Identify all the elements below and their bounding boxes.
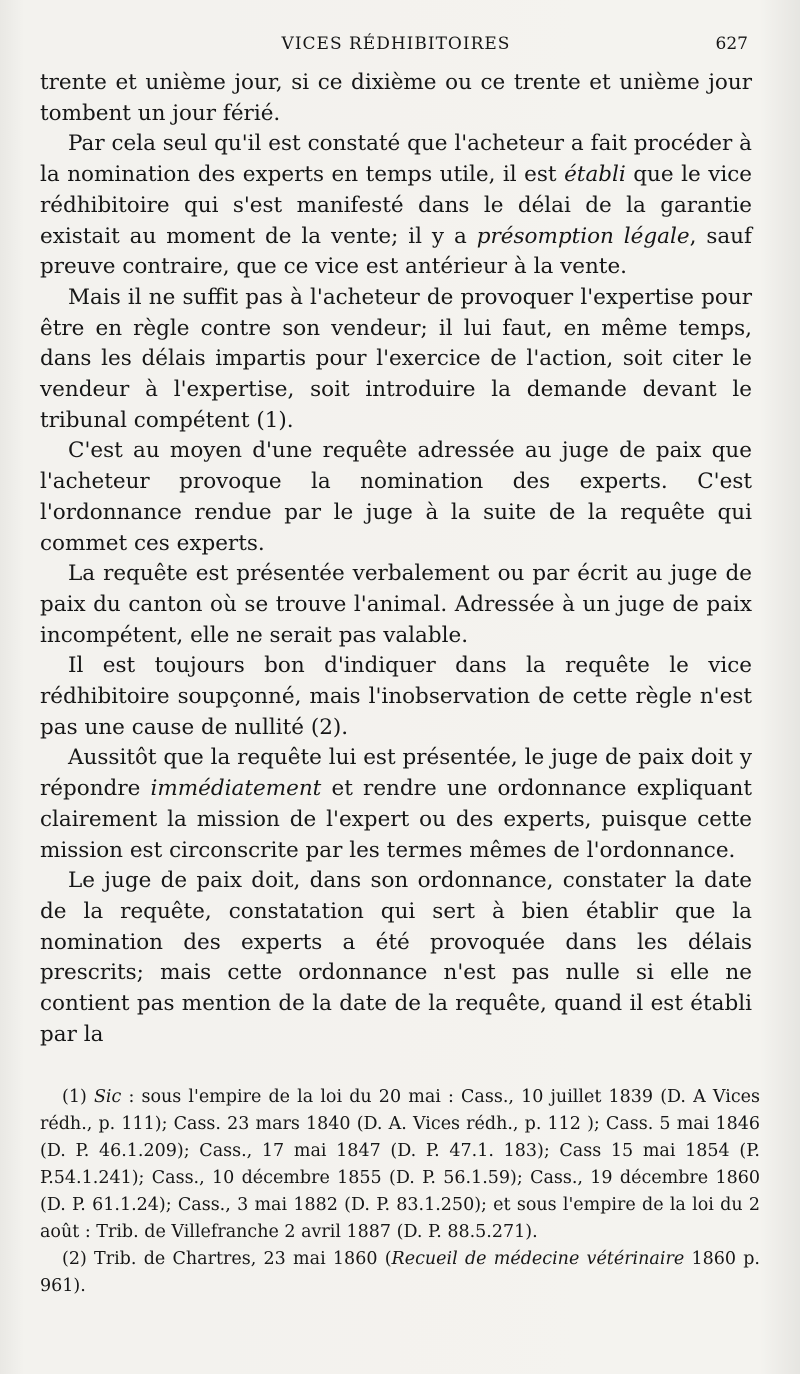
- paragraph: [40, 743, 752, 866]
- footnote-text: : sous l'empire de la loi du 20 mai : Cass., 10 juillet 1839 (D. A Vices rédh., p. 111); Cass. 23 mars 1840 (D. A. Vices rédh., p. 112 ); Cass. 5 mai 1846 (D. P. 46.1.209); Cass., 17 mai 1847 (D. P. 47.1. 183); Cass 15 mai 1854 (P. P.54.1.241); Cass., 10 décembre 1855 (D. P. 56.1.59); Cass., 19 décembre 1860 (D. P. 61.1.24); Cass., 3 mai 1882 (D. P. 83.1.250); et sous l'empire de la loi du 2 août : Trib. de Villefranche 2 avril 1887 (D. P. 88.5.271).: [40, 1087, 760, 1242]
- paragraph-text: trente et unième jour, si ce dixième ou ce trente et unième jour tombent un jour férié.: [40, 70, 752, 126]
- paragraph: [40, 651, 752, 743]
- paragraph: [40, 68, 752, 129]
- paragraph: [40, 129, 752, 283]
- footnote: [40, 1084, 760, 1246]
- paragraph-text: Il est toujours bon d'indiquer dans la requête le vice rédhibitoire soupçonné, mais l'inobservation de cette règle n'est pas une cause de nullité (2).: [40, 653, 752, 740]
- footnote: [40, 1246, 760, 1300]
- footnote-italic-text: Sic: [93, 1087, 122, 1107]
- paragraph: [40, 559, 752, 651]
- footnote-text: (1): [62, 1087, 94, 1107]
- paragraph-italic-text: établi: [564, 162, 626, 188]
- paragraph-text: , sauf preuve contraire, que ce vice est antérieur à la vente.: [40, 223, 752, 280]
- paragraph-text: Mais il ne suffit pas à l'acheteur de provoquer l'expertise pour être en règle contre son vendeur; il lui faut, en même temps, dans les délais impartis pour l'exercice de l'action, soit citer le vendeur à l'expertise, soit introduire la demande devant le tribunal compétent (1).: [40, 284, 752, 433]
- body-text: [40, 68, 752, 1051]
- paragraph: [40, 866, 752, 1050]
- page-number: 627: [715, 34, 748, 54]
- paragraph-italic-text: présomption légale: [476, 223, 690, 249]
- paragraph-text: C'est au moyen d'une requête adressée au juge de paix que l'acheteur provoque la nomination des experts. C'est l'ordonnance rendue par le juge à la suite de la requête qui commet ces experts.: [40, 438, 752, 556]
- running-title: VICES RÉDHIBITOIRES: [281, 34, 511, 54]
- footnote-text: 1860 p. 961).: [40, 1249, 760, 1296]
- paragraph-text: et rendre une ordonnance expliquant clairement la mission de l'expert ou des experts, puisque cette mission est circonscrite par les termes mêmes de l'ordonnance.: [40, 776, 752, 863]
- footnote-italic-text: Recueil de médecine vétérinaire: [391, 1249, 685, 1269]
- page-header: [40, 32, 752, 60]
- footnotes: [40, 1084, 760, 1300]
- paragraph: [40, 283, 752, 437]
- paragraph-italic-text: immédiatement: [150, 776, 322, 802]
- paragraph: [40, 436, 752, 559]
- paragraph-text: Aussitôt que la requête lui est présentée, le juge de paix doit y répondre: [40, 745, 752, 802]
- paragraph-text: Le juge de paix doit, dans son ordonnance, constater la date de la requête, constatation qui sert à bien établir que la nomination des experts a été provoquée dans les délais prescrits; mais cette ordonnance n'est pas nulle si elle ne contient pas mention de la date de la requête, quand il est établi par la: [40, 868, 752, 1047]
- paragraph-text: La requête est présentée verbalement ou par écrit au juge de paix du canton où se trouve l'animal. Adressée à un juge de paix incompétent, elle ne serait pas valable.: [40, 561, 752, 648]
- paragraph-text: que le vice rédhibitoire qui s'est manifesté dans le délai de la garantie existait au moment de la vente; il y a: [40, 162, 752, 249]
- footnote-text: (2) Trib. de Chartres, 23 mai 1860 (: [62, 1249, 392, 1269]
- paragraph-text: Par cela seul qu'il est constaté que l'acheteur a fait procéder à la nomination des experts en temps utile, il est: [40, 131, 752, 188]
